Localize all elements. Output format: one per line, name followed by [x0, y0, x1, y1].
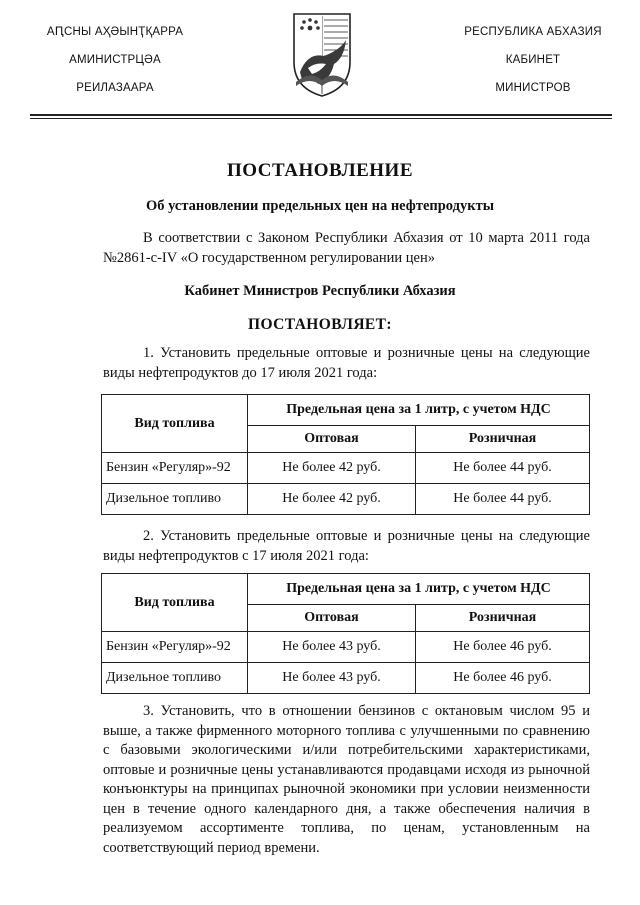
header-right-block	[448, 18, 618, 102]
price-table-1	[101, 394, 590, 515]
header-right-line: КАБИНЕТ	[505, 54, 561, 66]
header-left-line: АԤСНЫ АҲӘЫНҬҚАРРА	[46, 26, 184, 38]
table-row	[102, 453, 590, 484]
table-header-price: Предельная цена за 1 литр, с учетом НДС	[248, 574, 590, 605]
table-header-price: Предельная цена за 1 литр, с учетом НДС	[248, 395, 590, 426]
wholesale-price-cell: Не более 43 руб.	[248, 632, 416, 663]
retail-price-cell: Не более 44 руб.	[416, 484, 590, 515]
wholesale-price-cell: Не более 42 руб.	[248, 453, 416, 484]
price-table-2	[101, 573, 590, 694]
state-emblem-icon	[290, 10, 354, 98]
retail-price-cell: Не более 46 руб.	[416, 632, 590, 663]
table-row	[102, 663, 590, 694]
resolves-heading: ПОСТАНОВЛЯЕТ:	[248, 316, 392, 333]
table-row	[102, 484, 590, 515]
wholesale-price-cell: Не более 42 руб.	[248, 484, 416, 515]
fuel-cell: Дизельное топливо	[102, 484, 248, 515]
document-subtitle: Об установлении предельных цен на нефтепродукты	[145, 198, 495, 214]
fuel-cell: Бензин «Регуляр»-92	[102, 632, 248, 663]
header-left-line: РЕИЛАЗААРА	[76, 82, 154, 94]
table-header-fuel: Вид топлива	[102, 395, 248, 453]
table-header-wholesale: Оптовая	[248, 426, 416, 453]
retail-price-cell: Не более 46 руб.	[416, 663, 590, 694]
table-header-wholesale: Оптовая	[248, 605, 416, 632]
table-header-retail: Розничная	[416, 426, 590, 453]
header-right-line: МИНИСТРОВ	[495, 82, 571, 94]
header-divider	[30, 118, 612, 119]
header-divider	[30, 114, 612, 116]
item-1-paragraph: 1. Установить предельные оптовые и розничные цены на следующие виды нефтепродуктов до 17 июля 2021 года:	[103, 345, 590, 381]
issuing-authority: Кабинет Министров Республики Абхазия	[184, 283, 456, 299]
header-left-line: АМИНИСТРЦӘА	[69, 54, 161, 66]
item-2-paragraph: 2. Установить предельные оптовые и розничные цены на следующие виды нефтепродуктов с 17 июля 2021 года:	[103, 528, 590, 564]
header-right-line: РЕСПУБЛИКА АБХАЗИЯ	[464, 26, 602, 38]
document-title: ПОСТАНОВЛЕНИЕ	[226, 160, 414, 181]
header-left-block	[30, 18, 200, 102]
retail-price-cell: Не более 44 руб.	[416, 453, 590, 484]
table-header-retail: Розничная	[416, 605, 590, 632]
preamble-paragraph: В соответствии с Законом Республики Абхазия от 10 марта 2011 года №2861-с-IV «О государственном регулировании цен»	[103, 230, 590, 266]
item-3-paragraph: 3. Установить, что в отношении бензинов с октановым числом 95 и выше, а также фирменного моторного топлива с улучшенными по сравнению с базовыми экологическими и/или потребительскими характеристиками, оптовые и розничные цены устанавливаются продавцами исходя из рыночной конъюнктуры на принципах рыночной экономики при условии неизменности цен в течение одного календарного дня, а также обеспечения наличия в реализуемом ассортименте топлива, по ценам, установленным на соответствующий период времени.	[103, 703, 590, 856]
fuel-cell: Бензин «Регуляр»-92	[102, 453, 248, 484]
table-header-fuel: Вид топлива	[102, 574, 248, 632]
table-row	[102, 632, 590, 663]
fuel-cell: Дизельное топливо	[102, 663, 248, 694]
wholesale-price-cell: Не более 43 руб.	[248, 663, 416, 694]
